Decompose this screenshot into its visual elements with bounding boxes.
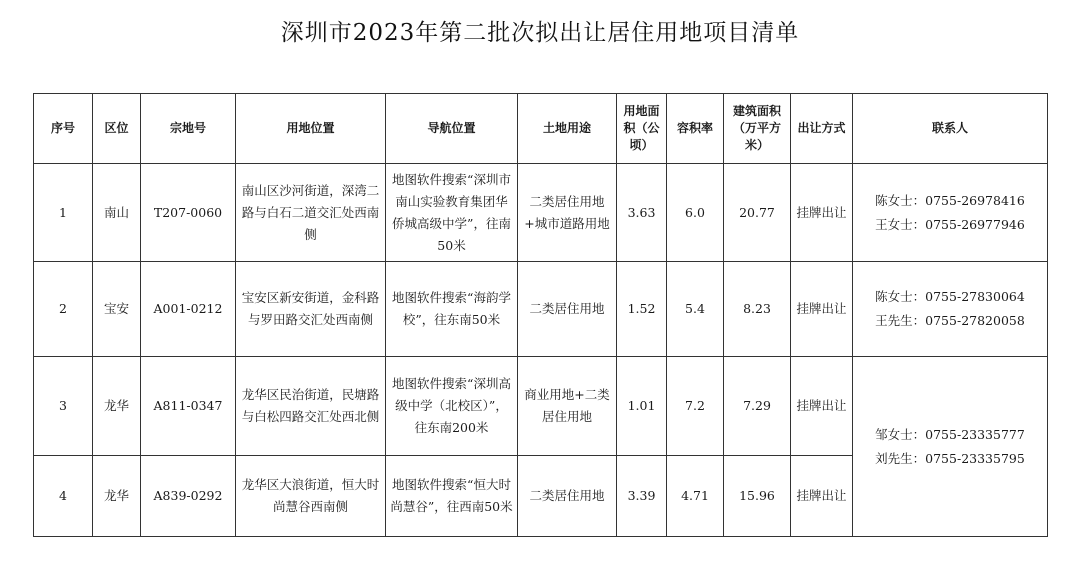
cell-use: 二类居住用地+城市道路用地: [518, 164, 617, 262]
cell-contact: [853, 262, 1048, 357]
cell-parcel: T207-0060: [141, 164, 236, 262]
page-title: 深圳市2023年第二批次拟出让居住用地项目清单: [280, 20, 800, 46]
cell-district: 宝安: [93, 262, 141, 357]
cell-no: 1: [34, 164, 93, 262]
cell-method: 挂牌出让: [791, 456, 853, 537]
cell-location: 龙华区民治街道，民塘路与白松四路交汇处西北侧: [236, 357, 386, 456]
cell-nav: 地图软件搜索“恒大时尚慧谷”，往西南50米: [386, 456, 518, 537]
header-parcel: 宗地号: [141, 94, 236, 164]
header-area: 用地面积（公顷）: [617, 94, 667, 164]
cell-district: 龙华: [93, 357, 141, 456]
header-location: 用地位置: [236, 94, 386, 164]
cell-no: 3: [34, 357, 93, 456]
cell-contact: [853, 357, 1048, 537]
contact-line: 王先生：0755-27820058: [875, 313, 1025, 328]
cell-method: 挂牌出让: [791, 357, 853, 456]
cell-use: 二类居住用地: [518, 456, 617, 537]
contact-line: 王女士：0755-26977946: [875, 216, 1025, 232]
header-far: 容积率: [667, 94, 724, 164]
header-use: 土地用途: [518, 94, 617, 164]
cell-contact: [853, 164, 1048, 262]
cell-gfa: 20.77: [724, 164, 791, 262]
contact-line: 刘先生：0755-23335795: [875, 450, 1025, 466]
cell-nav: 地图软件搜索“海韵学校”，往东南50米: [386, 262, 518, 357]
cell-district: 龙华: [93, 456, 141, 537]
contact-line: 陈女士：0755-27830064: [875, 289, 1025, 304]
table-header-row: [34, 94, 1048, 164]
cell-area: 1.01: [617, 357, 667, 456]
cell-location: 南山区沙河街道，深湾二路与白石二道交汇处西南侧: [236, 164, 386, 262]
header-method: 出让方式: [791, 94, 853, 164]
cell-nav: 地图软件搜索“深圳市南山实验教育集团华侨城高级中学”，往南50米: [386, 164, 518, 262]
cell-no: 4: [34, 456, 93, 537]
cell-far: 5.4: [667, 262, 724, 357]
cell-parcel: A001-0212: [141, 262, 236, 357]
header-no: 序号: [34, 94, 93, 164]
header-nav: 导航位置: [386, 94, 518, 164]
cell-method: 挂牌出让: [791, 262, 853, 357]
table-row: [34, 164, 1048, 262]
cell-gfa: 15.96: [724, 456, 791, 537]
header-gfa: 建筑面积（万平方米）: [724, 94, 791, 164]
land-parcel-table: [33, 93, 1048, 537]
table-row: [34, 262, 1048, 357]
cell-gfa: 7.29: [724, 357, 791, 456]
cell-no: 2: [34, 262, 93, 357]
cell-far: 4.71: [667, 456, 724, 537]
cell-location: 龙华区大浪街道，恒大时尚慧谷西南侧: [236, 456, 386, 537]
cell-far: 6.0: [667, 164, 724, 262]
cell-use: 二类居住用地: [518, 262, 617, 357]
table-row: [34, 357, 1048, 456]
contact-line: 陈女士：0755-26978416: [875, 192, 1025, 208]
cell-nav: 地图软件搜索“深圳高级中学（北校区）”，往东南200米: [386, 357, 518, 456]
cell-area: 3.63: [617, 164, 667, 262]
cell-area: 3.39: [617, 456, 667, 537]
cell-method: 挂牌出让: [791, 164, 853, 262]
header-district: 区位: [93, 94, 141, 164]
cell-parcel: A839-0292: [141, 456, 236, 537]
contact-line: 邹女士：0755-23335777: [875, 426, 1025, 442]
header-contact: 联系人: [853, 94, 1048, 164]
cell-parcel: A811-0347: [141, 357, 236, 456]
cell-far: 7.2: [667, 357, 724, 456]
cell-use: 商业用地+二类居住用地: [518, 357, 617, 456]
cell-gfa: 8.23: [724, 262, 791, 357]
cell-district: 南山: [93, 164, 141, 262]
cell-location: 宝安区新安街道，金科路与罗田路交汇处西南侧: [236, 262, 386, 357]
cell-area: 1.52: [617, 262, 667, 357]
